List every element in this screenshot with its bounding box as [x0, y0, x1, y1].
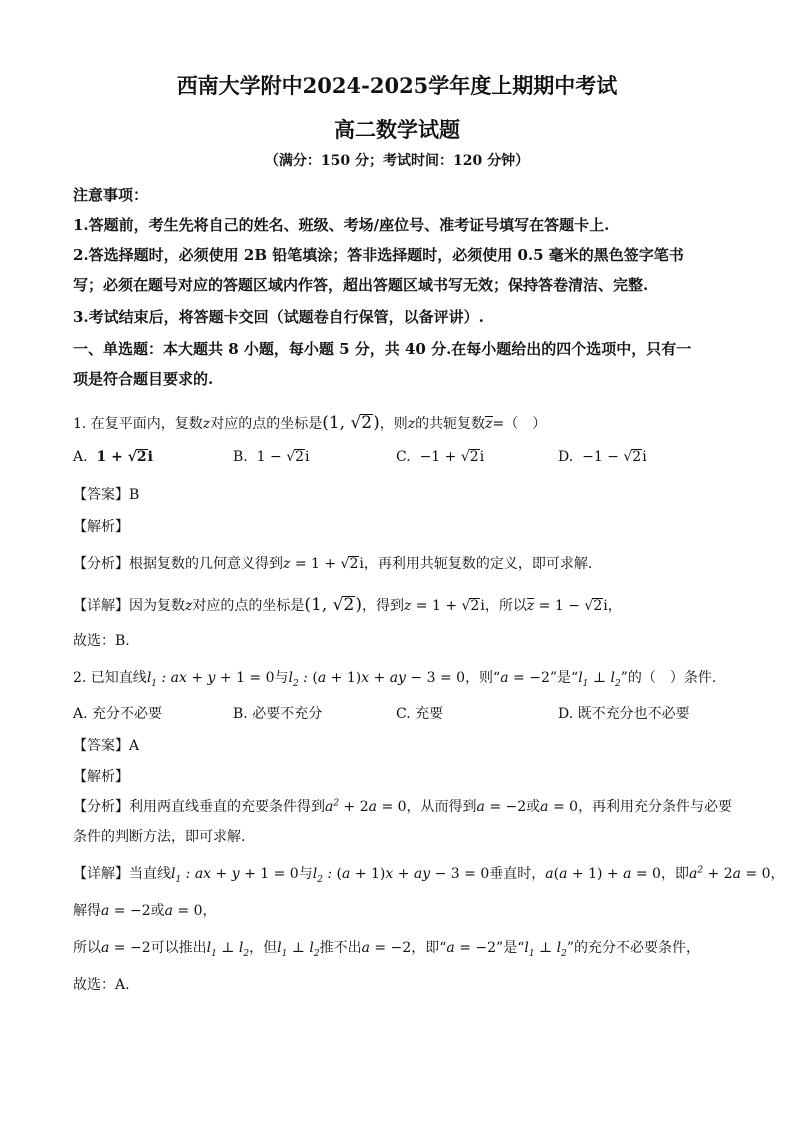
q2-answer-tag: 【答案】	[73, 738, 129, 754]
note-1: 1.答题前，考生先将自己的姓名、班级、考场/座位号、准考证号填写在答题卡上.	[73, 216, 610, 234]
q2-so-perp1: $l_1$ ⊥ $l_2$	[206, 940, 250, 959]
q2-stem-text-b: 与	[274, 670, 289, 686]
q2-fenxi-root2: a = 0	[540, 799, 579, 815]
q1-option-d: D. −1 − √2i	[558, 449, 647, 465]
q1-xiangjie-tag: 【详解】	[73, 598, 129, 614]
q1-option-d-label: D.	[558, 449, 574, 465]
q2-answer-value: A	[129, 738, 140, 754]
q1-fenxi-tag: 【分析】	[73, 556, 129, 572]
q2-answer	[73, 735, 733, 755]
q2-so-text-a: 所以	[73, 940, 101, 956]
q2-solve-root1: a = −2	[101, 903, 151, 919]
q1-xj-text-e: ，	[607, 598, 622, 614]
q2-fenxi-line2: 条件的判断方法，即可求解.	[73, 829, 246, 845]
q2-solve-text-c: ，	[202, 903, 217, 919]
q1-option-b: B. 1 − √2i	[233, 449, 310, 465]
q2-choose: 故选：A.	[73, 977, 130, 993]
q2-stem-text-e: ”的（ ）条件.	[620, 670, 717, 686]
q2-so-cond2: a = −2	[361, 940, 412, 956]
q2-option-c: C. 充要	[396, 706, 444, 722]
q2-xj-l2: $l_2$ : (a + 1)x + ay − 3 = 0	[312, 866, 490, 885]
q2-so-text-e: ，即“	[411, 940, 447, 956]
q1-stem-text-e: =（ ）	[492, 416, 547, 432]
q1-analysis-tag: 【解析】	[73, 519, 129, 535]
q1-fenxi-formula: z = 1 + √2i	[283, 556, 364, 572]
q1-stem-text-c: ，则	[379, 416, 408, 432]
q2-fenxi-line1	[73, 796, 733, 816]
q1-option-a: A. 1 + √2i	[73, 449, 153, 465]
q2-xj-text-b: 与	[298, 866, 313, 882]
q1-xj-text-c: ，得到	[361, 598, 404, 614]
q2-fenxi-text-c: 或	[526, 799, 541, 815]
q1-answer	[73, 484, 733, 504]
q1-option-b-label: B.	[233, 449, 248, 465]
q1-answer-value: B	[129, 487, 140, 503]
q1-fenxi	[73, 553, 733, 573]
q2-so-cond1: a = −2	[101, 940, 151, 956]
q1-xj-text-d: ，所以	[484, 598, 527, 614]
q2-so-text-d: 推不出	[319, 940, 362, 956]
exam-title: 西南大学附中2024-2025学年度上期期中考试	[176, 73, 618, 98]
q2-fenxi-tag: 【分析】	[73, 799, 129, 815]
q2-line-l2: $l_2$ : (a + 1)x + ay − 3 = 0	[288, 670, 466, 689]
q2-stem-text-c: ，则“	[465, 670, 501, 686]
q2-solve-text-b: 或	[150, 903, 165, 919]
q2-xj-eq2: $a^2 + 2a = 0$	[688, 865, 771, 882]
q1-fenxi-text-b: ，再利用共轭复数的定义，即可求解.	[363, 556, 593, 572]
q2-fenxi-text-a: 利用两直线垂直的充要条件得到	[129, 799, 325, 815]
q2-option-a: A. 充分不必要	[73, 706, 163, 722]
q1-xj-text-b: 对应的点的坐标是	[192, 598, 305, 614]
q1-xj-point: (1, √2)	[304, 595, 362, 615]
q1-stem-text-a: 1. 在复平面内，复数	[73, 416, 203, 432]
q2-so-text-b: 可以推出	[150, 940, 207, 956]
q2-xj-text-a: 当直线	[129, 866, 171, 882]
q2-so-text-g: ”的充分不必要条件，	[566, 940, 701, 956]
q2-solve	[73, 900, 733, 920]
q2-xiangjie-tag: 【详解】	[73, 866, 129, 882]
q1-xj-z: z = 1 + √2i	[403, 598, 485, 614]
q2-xj-text-d: ，即	[660, 866, 689, 882]
q1-var-z2: z	[407, 416, 416, 432]
q2-so-perp3: $l_1$ ⊥ $l_2$	[524, 940, 567, 959]
q2-xj-l1: $l_1$ : ax + y + 1 = 0	[171, 866, 299, 885]
q2-xiangjie	[73, 863, 785, 885]
section-heading-line1: 一、单选题：本大题共 8 小题，每小题 5 分，共 40 分.在每小题给出的四个选项中，只有一	[73, 340, 692, 358]
q1-stem	[73, 413, 733, 433]
q2-solve-text-a: 解得	[73, 903, 101, 919]
q2-so-text-f: ”是“	[496, 940, 525, 956]
q2-xj-eq1: a(a + 1) + a = 0	[545, 866, 661, 882]
q2-xj-text-c: 垂直时，	[489, 866, 546, 882]
q2-stem	[73, 667, 733, 689]
q1-xiangjie	[73, 595, 733, 615]
q1-option-a-label: A.	[73, 449, 88, 465]
q1-choose: 故选：B.	[73, 633, 130, 649]
q2-analysis-tag: 【解析】	[73, 769, 129, 785]
q2-cond-perp: $l_1$ ⊥ $l_2$	[578, 670, 621, 689]
q1-xj-text-a: 因为复数	[129, 598, 185, 614]
q1-answer-tag: 【答案】	[73, 487, 129, 503]
q2-fenxi-root1: a = −2	[476, 799, 527, 815]
q1-xj-var-z: z	[185, 598, 193, 614]
exam-meta: （满分：150 分；考试时间：120 分钟）	[264, 153, 530, 169]
q1-var-z: z	[202, 416, 211, 432]
q2-so-text-c: ，但	[249, 940, 278, 956]
q1-option-c: C. −1 + √2i	[396, 449, 485, 465]
q2-fenxi-text-d: ，再利用充分条件与必要	[578, 799, 733, 815]
q2-line-l1: $l_1$ : ax + y + 1 = 0	[146, 670, 275, 689]
q2-conclusion	[73, 937, 733, 959]
q2-cond-a: a = −2	[500, 670, 550, 686]
section-heading-line2: 项是符合题目要求的.	[73, 370, 214, 388]
q2-stem-text-d: ”是“	[549, 670, 579, 686]
q2-so-perp2: $l_1$ ⊥ $l_2$	[277, 940, 320, 959]
q2-fenxi-eq: $a^2 + 2a = 0$	[325, 798, 407, 815]
q2-option-d: D. 既不充分也不必要	[558, 706, 690, 722]
q1-point: (1, √2)	[322, 413, 380, 433]
q1-fenxi-text-a: 根据复数的几何意义得到	[129, 556, 283, 572]
q1-var-zbar: z	[485, 416, 493, 432]
q2-xj-text-e: ，	[770, 866, 785, 882]
note-2-line1: 2.答选择题时，必须使用 2B 铅笔填涂；答非选择题时，必须使用 0.5 毫米的黑色签字笔书	[73, 246, 684, 264]
q2-fenxi-text-b: ，从而得到	[406, 799, 477, 815]
note-3: 3.考试结束后，将答题卡交回（试题卷自行保管，以备评讲）.	[73, 308, 484, 326]
q1-xj-zbar: z = 1 − √2i	[526, 598, 608, 614]
q2-option-b: B. 必要不充分	[233, 706, 323, 722]
q1-stem-text-d: 的共轭复数	[415, 416, 486, 432]
q1-option-c-label: C.	[396, 449, 411, 465]
q1-stem-text-b: 对应的点的坐标是	[210, 416, 323, 432]
notes-heading: 注意事项：	[73, 186, 149, 204]
q2-solve-root2: a = 0	[164, 903, 203, 919]
exam-subtitle: 高二数学试题	[334, 117, 460, 142]
q2-so-cond3: a = −2	[446, 940, 497, 956]
q2-stem-text-a: 2. 已知直线	[73, 670, 147, 686]
note-2-line2: 写；必须在题号对应的答题区域内作答，超出答题区域书写无效；保持答卷清洁、完整.	[73, 276, 649, 294]
